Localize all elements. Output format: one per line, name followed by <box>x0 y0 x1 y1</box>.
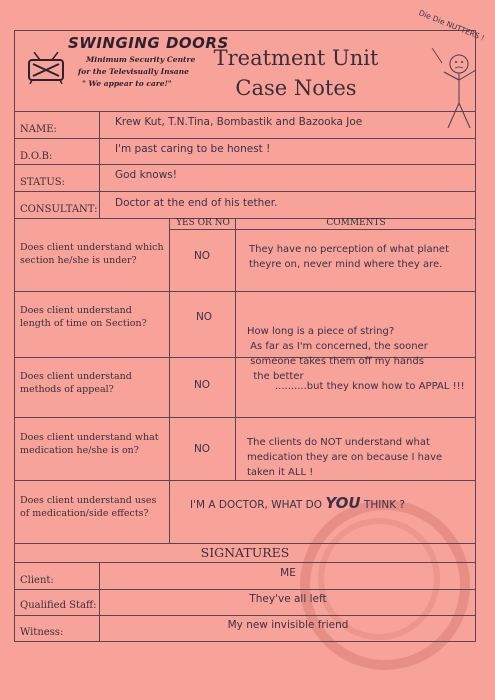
comment-section: They have no perception of what planet theyre on, never mind where they are. <box>249 244 449 270</box>
client-label: Client: <box>20 575 54 586</box>
name-value: Krew Kut, T.N.Tina, Bombastik and Bazooka Joe <box>115 116 363 128</box>
qualified-staff-signature: They've all left <box>249 593 327 605</box>
status-label: STATUS: <box>20 177 65 188</box>
question-appeal: Does client understand methods of appeal? <box>20 371 132 395</box>
page-title-line-1: Treatment Unit <box>213 46 379 70</box>
question-medication: Does client understand what medication he/she is on? <box>20 432 159 456</box>
qualified-staff-label: Qualified Staff: <box>20 600 97 611</box>
dob-value: I'm past caring to be honest ! <box>115 143 271 155</box>
stick-figure-doodle-icon <box>412 8 492 133</box>
question-side-effects: Does client understand uses of medication/side effects? <box>20 495 157 519</box>
answer-medication: NO <box>193 443 211 455</box>
status-value: God knows! <box>115 169 177 181</box>
logo-line-3: " We appear to care!" <box>82 79 172 88</box>
comment-medication: The clients do NOT understand what medication they are on because I have taken it ALL ! <box>247 437 443 478</box>
witness-label: Witness: <box>20 627 64 638</box>
answer-length: NO <box>195 311 213 323</box>
comment-length: How long is a piece of string? As far as I'm concerned, the sooner someone takes them off my hands the better <box>247 326 428 382</box>
question-section: Does client understand which section he/she is under? <box>20 242 164 266</box>
question-length: Does client understand length of time on Section? <box>20 305 147 329</box>
dob-label: D.O.B: <box>20 151 53 162</box>
consultant-value: Doctor at the end of his tether. <box>115 197 278 209</box>
consultant-label: CONSULTANT: <box>20 204 98 215</box>
logo-title: SWINGING DOORS <box>68 34 229 52</box>
merged-answer-side-effects: I'M A DOCTOR, WHAT DO YOU THINK ? <box>190 494 405 512</box>
tv-icon <box>28 52 64 84</box>
comments-header: COMMENTS <box>326 218 386 228</box>
logo-line-2: for the Televisually Insane <box>78 67 189 76</box>
witness-signature: My new invisible friend <box>227 619 349 631</box>
page-title-line-2: Case Notes <box>235 76 357 100</box>
client-signature: ME <box>280 567 296 579</box>
comment-appeal: ..........but they know how to APPAL !!! <box>275 381 465 392</box>
doodle-text: Die Die NUTTERS ! <box>417 8 486 43</box>
signatures-header: SIGNATURES <box>200 545 290 560</box>
answer-appeal: NO <box>193 379 211 391</box>
answer-section: NO <box>193 250 211 262</box>
name-label: NAME: <box>20 124 57 135</box>
yes-or-no-header: YES OR NO <box>176 218 230 228</box>
logo-line-1: Minimum Security Centre <box>86 55 196 64</box>
